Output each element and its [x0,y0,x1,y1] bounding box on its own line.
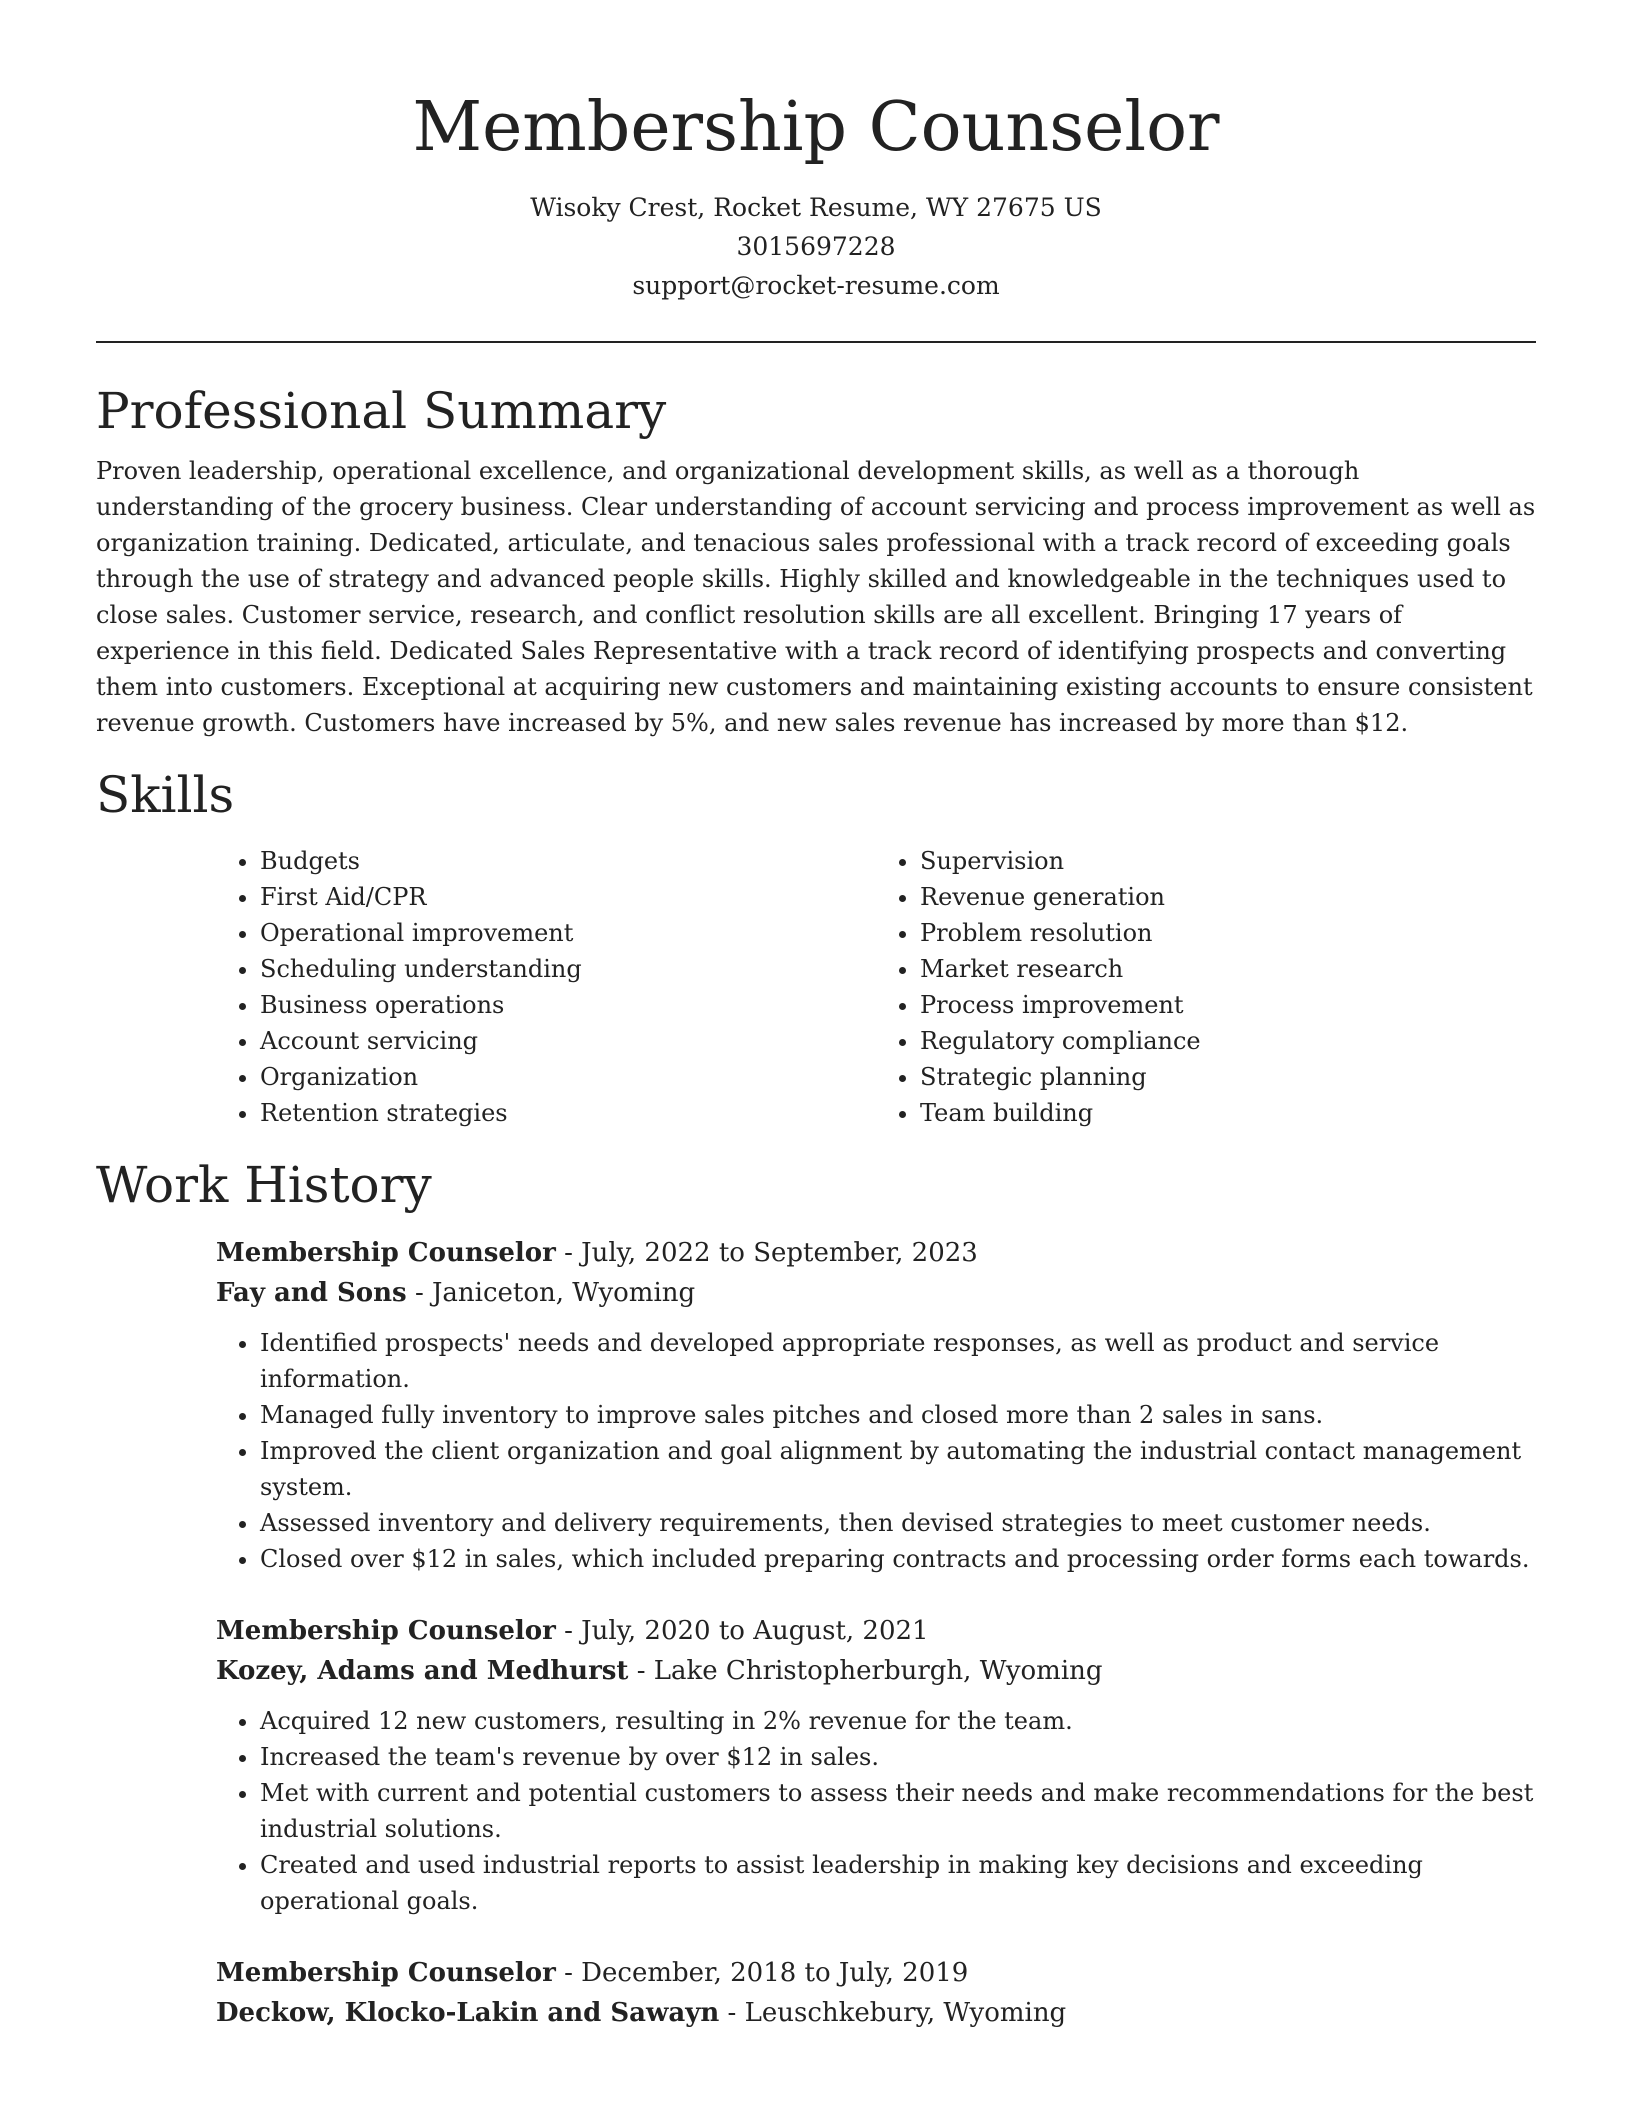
job-title-line [216,1953,1536,1993]
skill-item: • Strategic planning [920,1059,1536,1095]
skill-item: • Scheduling understanding [260,951,876,987]
contact-email: support@rocket-resume.com [632,271,1000,300]
candidate-name: Membership Counselor [412,88,1220,167]
job-bullet: • Managed fully inventory to improve sales pitches and closed more than 2 sales in sans. [260,1397,1536,1433]
skill-item: • Retention strategies [260,1095,876,1131]
job-location: - Leuschkebury, Wyoming [719,1998,1067,2028]
job-bullet: • Improved the client organization and goal alignment by automating the industrial contact management system. [260,1433,1536,1505]
resume-page [96,0,1536,2033]
job-dates: - July, 2020 to August, 2021 [555,1616,929,1646]
skills-section [96,763,1536,1131]
job-role: Membership Counselor [216,1958,556,1988]
job-location: - Lake Christopherburgh, Wyoming [628,1656,1103,1686]
job-dates: - July, 2022 to September, 2023 [555,1238,978,1268]
job-company: Fay and Sons [216,1278,407,1308]
summary-text: Proven leadership, operational excellence, and organizational development skills, as well as a thorough understanding of the grocery business. Clear understanding of account servicing and process improvement as well as organization training. Dedicated, articulate, and tenacious sales professional with a track record of exceeding goals through the use of strategy and advanced people skills. Highly skilled and knowledgeable in the techniques used to close sales. Customer service, research, and conflict resolution skills are all excellent. Bringing 17 years of experience in this field. Dedicated Sales Representative with a track record of identifying prospects and converting them into customers. Exceptional at acquiring new customers and maintaining existing accounts to ensure consistent revenue growth. Customers have increased by 5%, and new sales revenue has increased by more than $12. [96,457,1536,737]
skill-item: • Operational improvement [260,915,876,951]
skill-item: • Process improvement [920,987,1536,1023]
skill-item: • Problem resolution [920,915,1536,951]
job-company-line [216,1273,1536,1313]
job-entry [216,1953,1536,2033]
job-bullets [216,1325,1536,1577]
skills-column-right [876,843,1536,1131]
job-company-line [216,1651,1536,1691]
job-entry [216,1233,1536,1577]
job-role: Membership Counselor [216,1616,556,1646]
job-company: Deckow, Klocko-Lakin and Sawayn [216,1998,720,2028]
contact-phone: 3015697228 [736,232,896,261]
skills-heading: Skills [96,766,235,824]
work-history-heading: Work History [96,1156,432,1214]
contact-address: Wisoky Crest, Rocket Resume, WY 27675 US [530,193,1102,222]
job-bullet: • Created and used industrial reports to assist leadership in making key decisions and exceeding operational goals. [260,1847,1536,1919]
header-divider [96,341,1536,343]
skills-grid [216,843,1536,1131]
skill-item: • Supervision [920,843,1536,879]
job-bullet: • Acquired 12 new customers, resulting in 2% revenue for the team. [260,1703,1536,1739]
contact-block [96,188,1536,305]
job-dates: - December, 2018 to July, 2019 [555,1958,969,1988]
skill-item: • Regulatory compliance [920,1023,1536,1059]
job-entry [216,1611,1536,1919]
skill-item: • Organization [260,1059,876,1095]
work-history-section [96,1153,1536,2033]
skill-item: • Revenue generation [920,879,1536,915]
job-company-line [216,1993,1536,2033]
job-bullet: • Met with current and potential customers to assess their needs and make recommendations for the best industrial solutions. [260,1775,1536,1847]
summary-section [96,379,1536,741]
skill-item: • Account servicing [260,1023,876,1059]
skill-item: • Team building [920,1095,1536,1131]
skill-item: • Business operations [260,987,876,1023]
resume-header [96,0,1536,305]
job-role: Membership Counselor [216,1238,556,1268]
job-title-line [216,1611,1536,1651]
job-bullets [216,1703,1536,1919]
job-bullet: • Identified prospects' needs and developed appropriate responses, as well as product and service information. [260,1325,1536,1397]
job-location: - Janiceton, Wyoming [406,1278,696,1308]
summary-heading: Professional Summary [96,382,667,440]
job-bullet: • Closed over $12 in sales, which included preparing contracts and processing order forms each towards. [260,1541,1536,1577]
job-company: Kozey, Adams and Medhurst [216,1656,629,1686]
job-title-line [216,1233,1536,1273]
skill-item: • Budgets [260,843,876,879]
job-bullet: • Increased the team's revenue by over $12 in sales. [260,1739,1536,1775]
job-bullet: • Assessed inventory and delivery requirements, then devised strategies to meet customer needs. [260,1505,1536,1541]
skills-column-left [216,843,876,1131]
skill-item: • Market research [920,951,1536,987]
skill-item: • First Aid/CPR [260,879,876,915]
